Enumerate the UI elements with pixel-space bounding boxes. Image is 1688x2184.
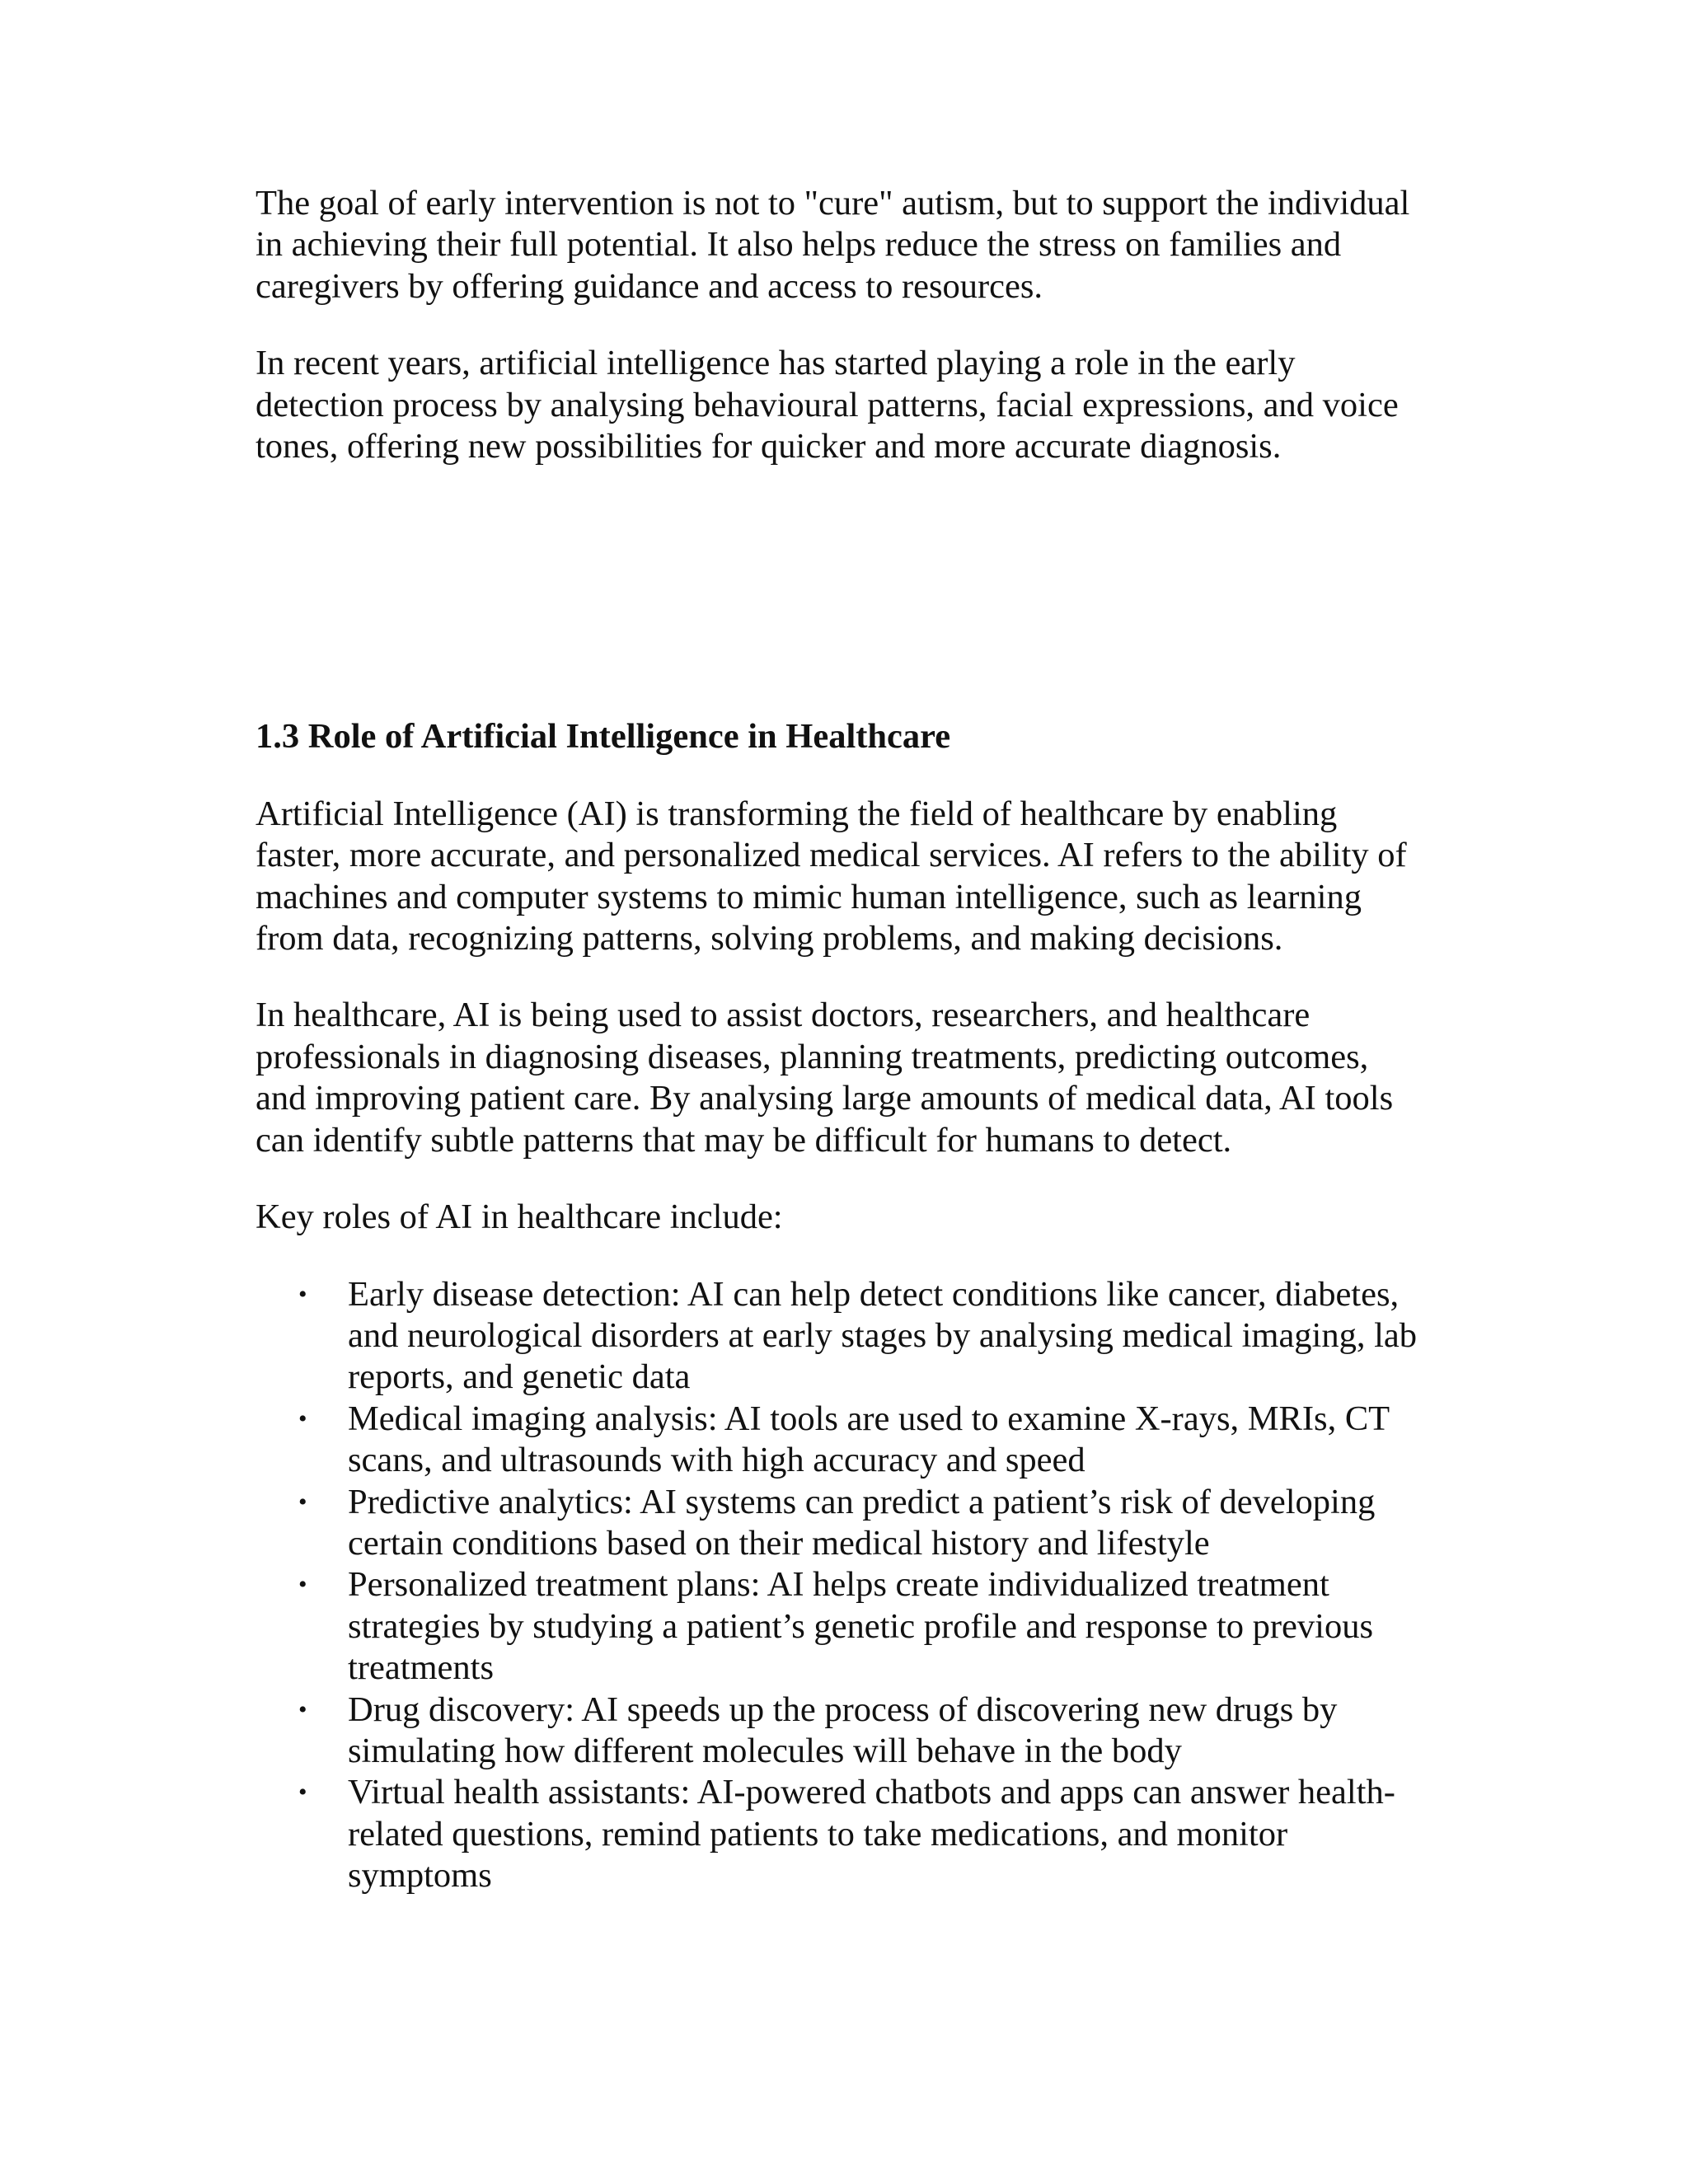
- section-heading: 1.3 Role of Artificial Intelligence in Healthcare: [256, 717, 951, 757]
- bullet-icon: •: [298, 1571, 307, 1599]
- blank-space: [256, 467, 1426, 716]
- list-item-text: Drug discovery: AI speeds up the process of discovering new drugs by simulating how different molecules will behave in the body: [348, 1690, 1338, 1770]
- section-paragraph-1: Artificial Intelligence (AI) is transforming the field of healthcare by enabling faster, more accurate, and personalized medical services. AI refers to the ability of machines and computer systems to mimic human intelligence, such as learning from data, recognizing patterns, solving problems, and making decisions.: [256, 794, 1407, 958]
- list-item-text: Early disease detection: AI can help detect conditions like cancer, diabetes, and neurological disorders at early stages by analysing medical imaging, lab reports, and genetic data: [348, 1274, 1418, 1397]
- list-intro: Key roles of AI in healthcare include:: [256, 1197, 783, 1237]
- list-item: [298, 1690, 1426, 1773]
- list-item-text: Predictive analytics: AI systems can predict a patient’s risk of developing certain conditions based on their medical history and lifestyle: [348, 1482, 1376, 1563]
- list-item: [298, 1482, 1426, 1565]
- list-item-text: Medical imaging analysis: AI tools are used to examine X-rays, MRIs, CT scans, and ultrasounds with high accuracy and speed: [348, 1399, 1390, 1480]
- bullet-icon: •: [298, 1280, 307, 1308]
- list-item: [298, 1274, 1426, 1399]
- list-item: [298, 1772, 1426, 1896]
- list-item: [298, 1399, 1426, 1482]
- bullet-icon: •: [298, 1404, 307, 1432]
- list-item: [298, 1564, 1426, 1689]
- section-paragraph-2: In healthcare, AI is being used to assist doctors, researchers, and healthcare professionals in diagnosing diseases, planning treatments, predicting outcomes, and improving patient care. By analysing large amounts of medical data, AI tools can identify subtle patterns that may be difficult for humans to detect.: [256, 996, 1394, 1160]
- list-item-text: Personalized treatment plans: AI helps create individualized treatment strategies by studying a patient’s genetic profile and response to previous treatments: [348, 1565, 1373, 1688]
- intro-paragraph-2: In recent years, artificial intelligence has started playing a role in the early detection process by analysing behavioural patterns, facial expressions, and voice tones, offering new possibilities for quicker and more accurate diagnosis.: [256, 344, 1399, 466]
- bullet-icon: •: [298, 1488, 307, 1516]
- bullet-icon: •: [298, 1779, 307, 1807]
- bullet-icon: •: [298, 1695, 307, 1723]
- list-item-text: Virtual health assistants: AI-powered chatbots and apps can answer health-related questions, remind patients to take medications, and monitor symptoms: [348, 1773, 1395, 1896]
- document-page: [256, 183, 1426, 1897]
- intro-paragraph-1: The goal of early intervention is not to "cure" autism, but to support the individual in achieving their full potential. It also helps reduce the stress on families and caregivers by offering guidance and access to resources.: [256, 184, 1410, 306]
- ai-roles-list: [256, 1274, 1426, 1897]
